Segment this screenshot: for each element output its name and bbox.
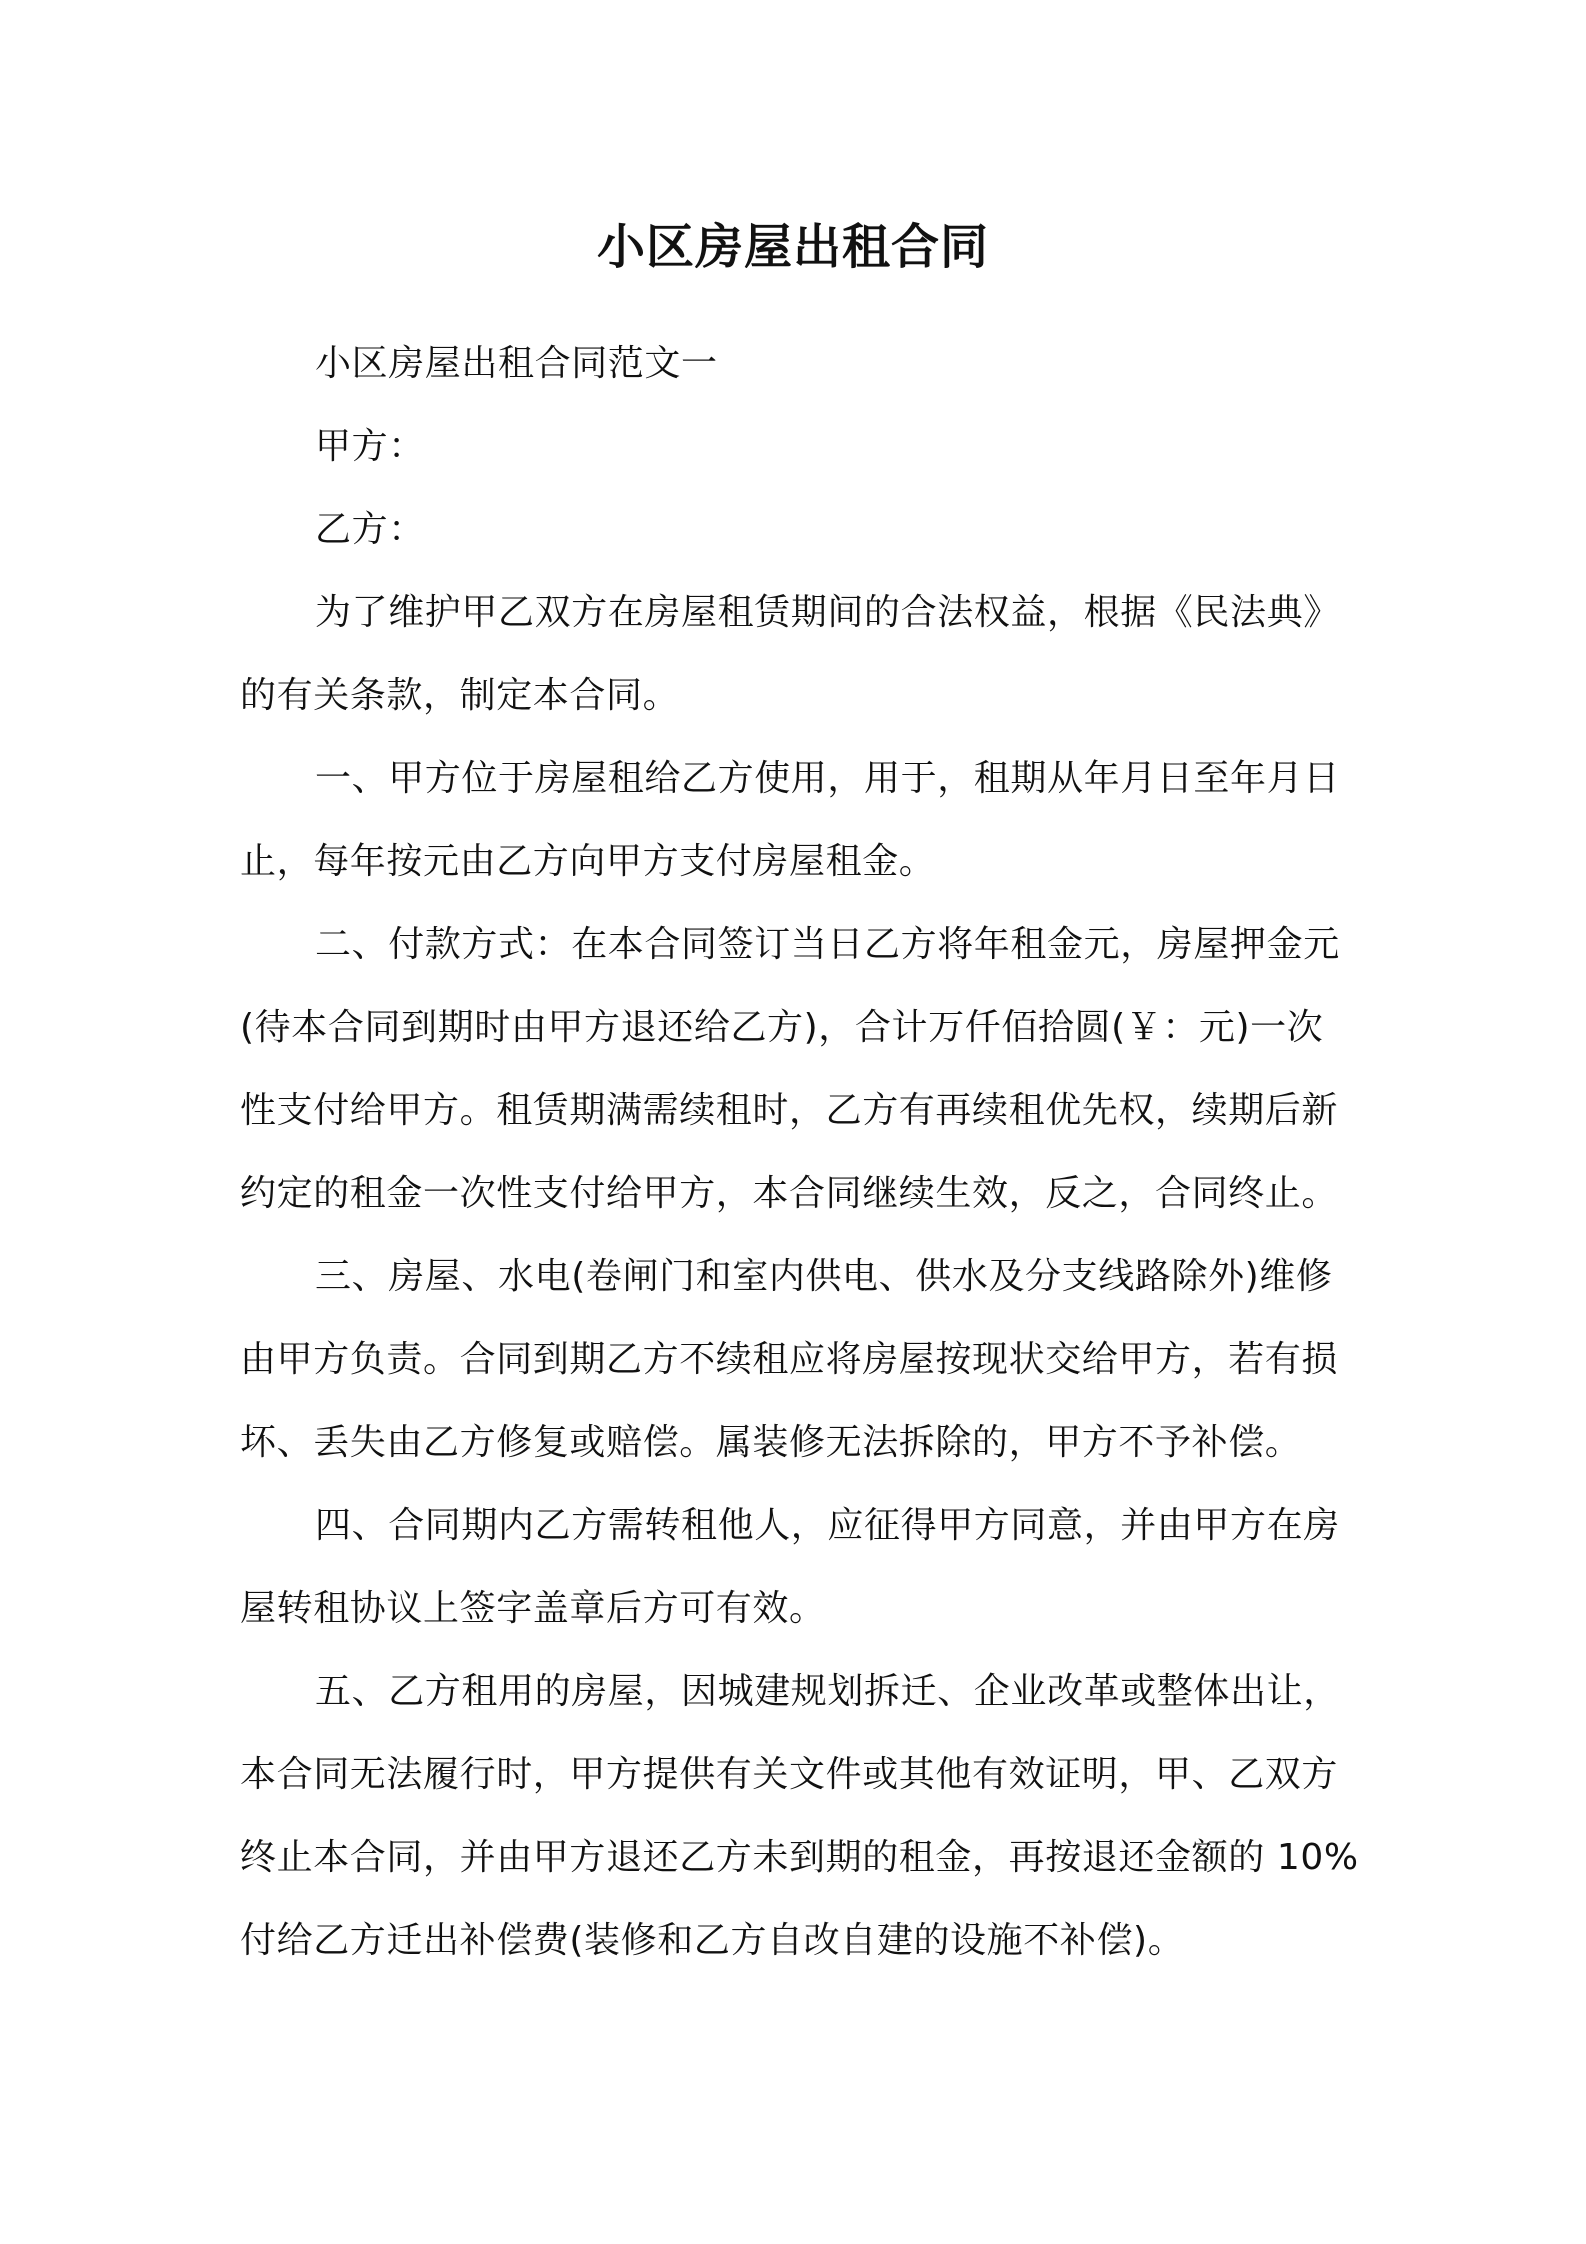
text-line: 终止本合同，并由甲方退还乙方未到期的租金，再按退还金额的 10% xyxy=(240,1837,1359,1878)
text-line: 性支付给甲方。租赁期满需续租时，乙方有再续租优先权，续期后新 xyxy=(240,1090,1339,1131)
text-line: 三、房屋、水电(卷闸门和室内供电、供水及分支线路除外)维修 xyxy=(315,1256,1333,1297)
text-line: 乙方： xyxy=(315,509,425,550)
document-body xyxy=(240,322,1359,1982)
text-line: 一、甲方位于房屋租给乙方使用，用于，租期从年月日至年月日 xyxy=(315,758,1340,799)
text-line: 本合同无法履行时，甲方提供有关文件或其他有效证明，甲、乙双方 xyxy=(240,1754,1339,1795)
text-line: 四、合同期内乙方需转租他人，应征得甲方同意，并由甲方在房 xyxy=(315,1505,1340,1546)
text-line: 止，每年按元由乙方向甲方支付房屋租金。 xyxy=(240,841,936,882)
text-line: 二、付款方式：在本合同签订当日乙方将年租金元，房屋押金元 xyxy=(315,924,1340,965)
text-line: 约定的租金一次性支付给甲方，本合同继续生效，反之，合同终止。 xyxy=(240,1173,1339,1214)
text-line: 屋转租协议上签字盖章后方可有效。 xyxy=(240,1588,826,1629)
text-line: 付给乙方迁出补偿费(装修和乙方自改自建的设施不补偿)。 xyxy=(240,1920,1185,1961)
text-line: 小区房屋出租合同范文一 xyxy=(315,343,718,384)
text-line: 坏、丢失由乙方修复或赔偿。属装修无法拆除的，甲方不予补偿。 xyxy=(240,1422,1302,1463)
document-title: 小区房屋出租合同 xyxy=(596,219,989,275)
text-line: 为了维护甲乙双方在房屋租赁期间的合法权益，根据《民法典》 xyxy=(315,592,1340,633)
text-line: 的有关条款，制定本合同。 xyxy=(240,675,680,716)
text-line: 甲方： xyxy=(315,426,425,467)
text-line: (待本合同到期时由甲方退还给乙方)，合计万仟佰拾圆(￥：元)一次 xyxy=(240,1007,1324,1048)
text-line: 由甲方负责。合同到期乙方不续租应将房屋按现状交给甲方，若有损 xyxy=(240,1339,1339,1380)
text-line: 五、乙方租用的房屋，因城建规划拆迁、企业改革或整体出让， xyxy=(315,1671,1340,1712)
